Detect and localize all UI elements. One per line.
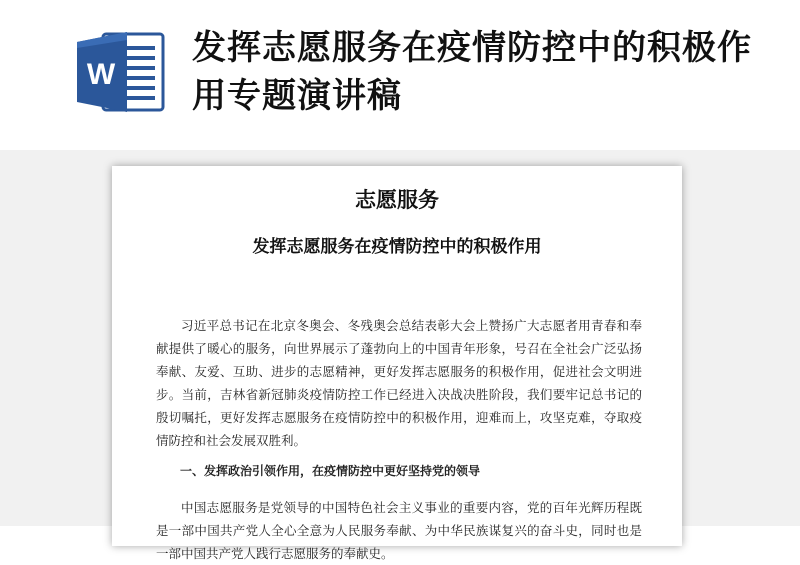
- word-document-icon: [77, 30, 165, 114]
- section-heading-1: 一、发挥政治引领作用，在疫情防控中更好坚持党的领导: [180, 464, 481, 478]
- document-page: [112, 166, 682, 561]
- paragraph-1: 习近平总书记在北京冬奥会、冬残奥会总结表彰大会上赞扬广大志愿者用青春和奉献提供了暖心的服务，向世界展示了蓬勃向上的中国青年形象，号召在全社会广泛弘扬奉献、友爱、互助、进步的志愿精神，更好发挥志愿服务的积极作用，促进社会文明进步。当前，吉林省新冠肺炎疫情防控工作已经进入决战决胜阶段，我们要牢记总书记的殷切嘱托，更好发挥志愿服务在疫情防控中的积极作用，迎难而上，攻坚克难，夺取疫情防控和社会发展双胜利。: [156, 318, 642, 448]
- page-title: 发挥志愿服务在疫情防控中的积极作用专题演讲稿: [192, 28, 752, 116]
- document-heading: 志愿服务: [355, 188, 439, 212]
- word-icon-letter: W: [86, 58, 116, 91]
- paragraph-2: 中国志愿服务是党领导的中国特色社会主义事业的重要内容，党的百年光辉历程既是一部中国共产党人全心全意为人民服务奉献、为中华民族谋复兴的奋斗史，同时也是一部中国共产党人践行志愿服务的奉献史。: [156, 500, 642, 561]
- document-title: 发挥志愿服务在疫情防控中的积极作用: [252, 237, 542, 257]
- header: [0, 0, 800, 150]
